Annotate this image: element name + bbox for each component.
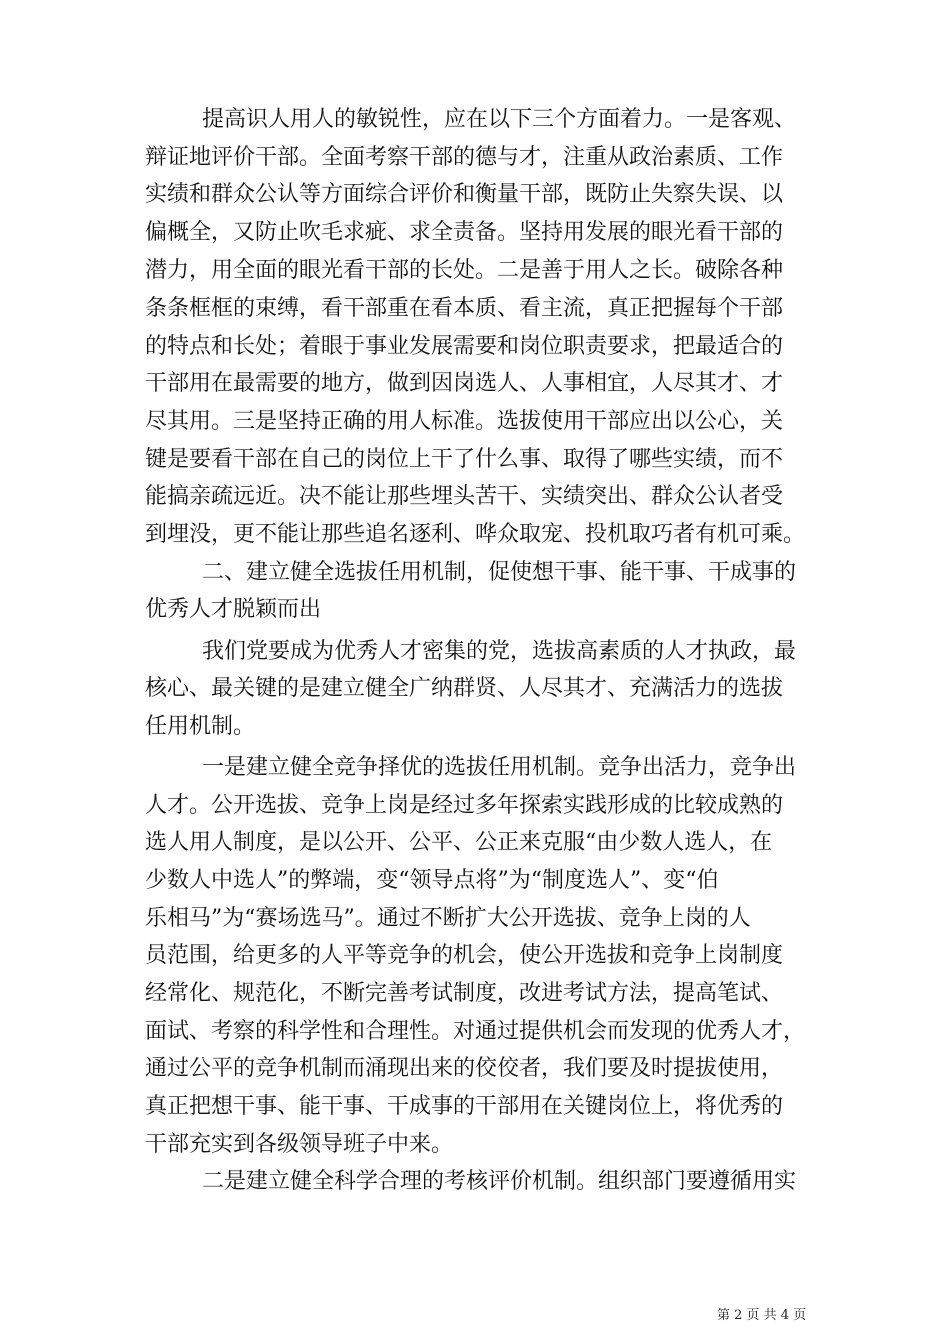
text-line: 潜力，用全面的眼光看干部的长处。二是善于用人之长。破除各种 [145,258,784,283]
text-line: 到埋没，更不能让那些追名逐利、哗众取宠、投机取巧者有机可乘。 [145,522,806,547]
text-line: 员范围，给更多的人平等竞争的机会，使公开选拔和竞争上岗制度 [145,943,784,968]
text-line: 真正把想干事、能干事、干成事的干部用在关键岗位上，将优秀的 [145,1094,784,1119]
text-line: 条条框框的束缚，看干部重在看本质、看主流，真正把握每个干部 [145,296,784,321]
text-line: 键是要看干部在自己的岗位上干了什么事、取得了哪些实绩，而不 [145,447,784,472]
text-line: 提高识人用人的敏锐性，应在以下三个方面着力。一是客观、 [202,107,797,132]
text-line: 尽其用。三是坚持正确的用人标准。选拔使用干部应出以公心，关 [145,409,784,434]
text-line: 少数人中选人”的弊端，变“领导点将”为“制度选人”、变“伯 [145,868,719,893]
text-line: 辩证地评价干部。全面考察干部的德与才，注重从政治素质、工作 [145,145,784,170]
text-line: 的特点和长处；着眼于事业发展需要和岗位职责要求，把最适合的 [145,334,784,359]
text-line: 偏概全，又防止吹毛求疵、求全责备。坚持用发展的眼光看干部的 [145,220,784,245]
text-line: 面试、考察的科学性和合理性。对通过提供机会而发现的优秀人才， [145,1019,806,1044]
text-line: 干部充实到各级领导班子中来。 [145,1132,454,1157]
text-line: 我们党要成为优秀人才密集的党，选拔高素质的人才执政，最 [202,639,797,664]
text-line: 选人用人制度，是以公开、公平、公正来克服“由少数人选人，在 [145,830,773,855]
text-line: 人才。公开选拔、竞争上岗是经过多年探索实践形成的比较成熟的 [145,793,784,818]
text-line: 通过公平的竞争机制而涌现出来的佼佼者，我们要及时提拔使用， [145,1056,784,1081]
text-line: 核心、最关键的是建立健全广纳群贤、人尽其才、充满活力的选拔 [145,676,784,701]
page-number: 第 2 页 共 4 页 [717,1308,807,1323]
section-heading-line: 优秀人才脱颖而出 [145,597,322,622]
text-line: 干部用在最需要的地方，做到因岗选人、人事相宜，人尽其才、才 [145,371,784,396]
section-heading-line: 二、建立健全选拔任用机制，促使想干事、能干事、干成事的 [202,560,797,585]
text-line: 任用机制。 [145,714,256,739]
text-line: 一是建立健全竞争择优的选拔任用机制。竞争出活力，竞争出 [202,755,797,780]
text-line: 乐相马”为“赛场选马”。通过不断扩大公开选拔、竞争上岗的人 [145,906,751,931]
text-line: 二是建立健全科学合理的考核评价机制。组织部门要遵循用实 [202,1169,797,1194]
text-line: 能搞亲疏远近。决不能让那些埋头苦干、实绩突出、群众公认者受 [145,484,784,509]
text-line: 实绩和群众公认等方面综合评价和衡量干部，既防止失察失误、以 [145,182,784,207]
text-line: 经常化、规范化，不断完善考试制度，改进考试方法，提高笔试、 [145,981,784,1006]
